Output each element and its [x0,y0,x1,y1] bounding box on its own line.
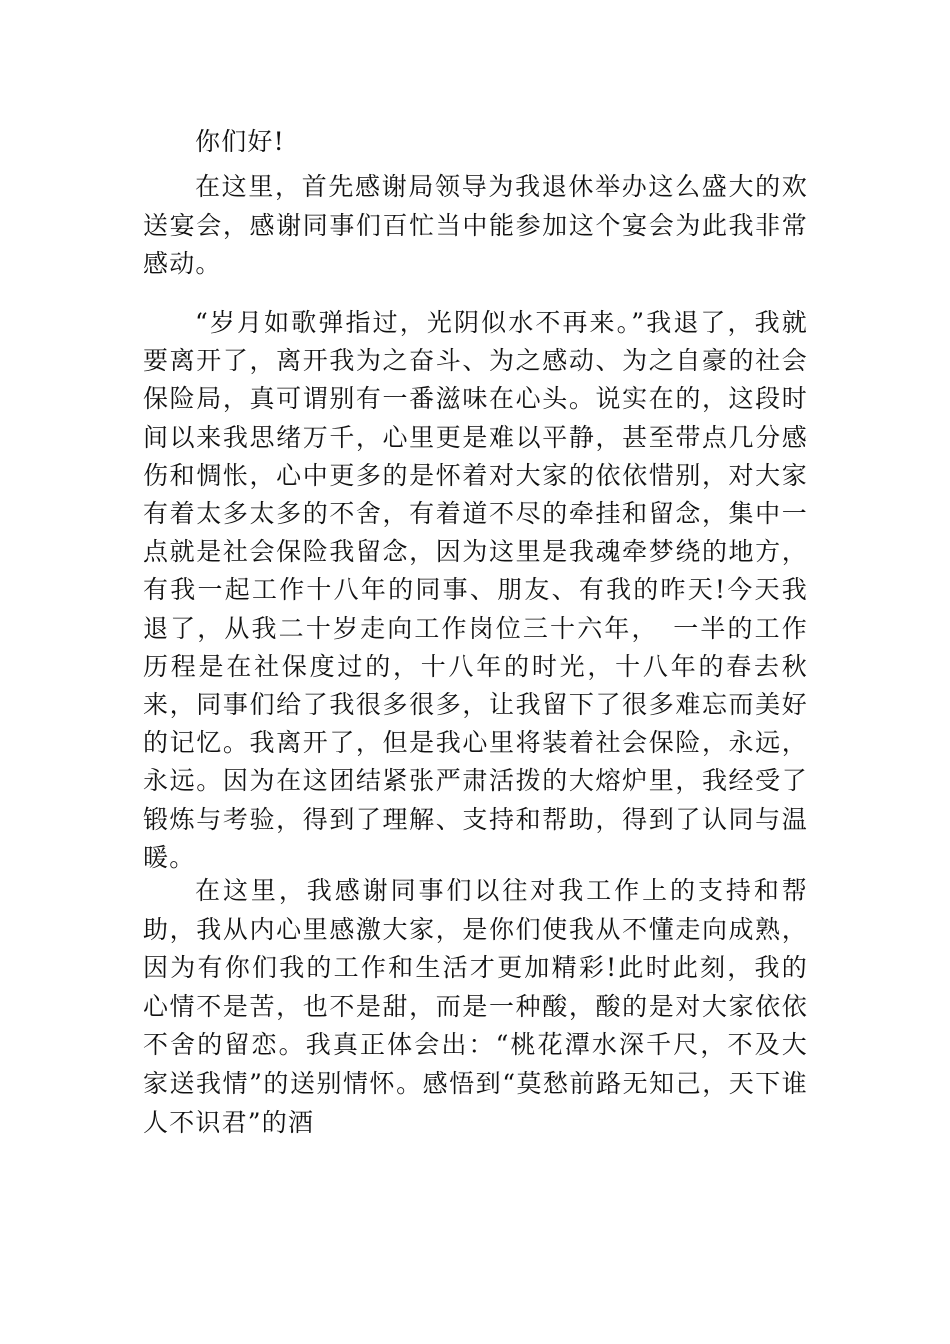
paragraph-3: 在这里，我感谢同事们以往对我工作上的支持和帮助，我从内心里感激大家，是你们使我从不懂走向成熟，因为有你们我的工作和生活才更加精彩!此时此刻，我的心情不是苦，也不是甜，而是一种酸，酸的是对大家依依不舍的留恋。我真正体会出：“桃花潭水深千尺，不及大家送我情”的送别情怀。感悟到“莫愁前路无知己，天下谁人不识君”的酒 [143,876,808,1137]
greeting-line: 你们好! [195,127,285,156]
paragraph-2: “岁月如歌弹指过，光阴似水不再来。”我退了，我就要离开了，离开我为之奋斗、为之感动、为之自豪的社会保险局，真可谓别有一番滋味在心头。说实在的，这段时间以来我思绪万千，心里更是难以平静，甚至带点几分感伤和惆怅，心中更多的是怀着对大家的依依惜别，对大家有着太多太多的不舍，有着道不尽的牵挂和留念，集中一点就是社会保险我留念，因为这里是我魂牵梦绕的地方，有我一起工作十八年的同事、朋友、有我的昨天!今天我退了，从我二十岁走向工作岗位三十六年， 一半的工作历程是在社保度过的，十八年的时光，十八年的春去秋来，同事们给了我很多很多，让我留下了很多难忘而美好的记忆。我离开了，但是我心里将装着社会保险，永远，永远。因为在这团结紧张严肃活拨的大熔炉里，我经受了锻炼与考验，得到了理解、支持和帮助，得到了认同与温暖。 [143,308,808,872]
paragraph-1: 在这里，首先感谢局领导为我退休举办这么盛大的欢送宴会，感谢同事们百忙当中能参加这个宴会为此我非常感动。 [143,172,808,278]
